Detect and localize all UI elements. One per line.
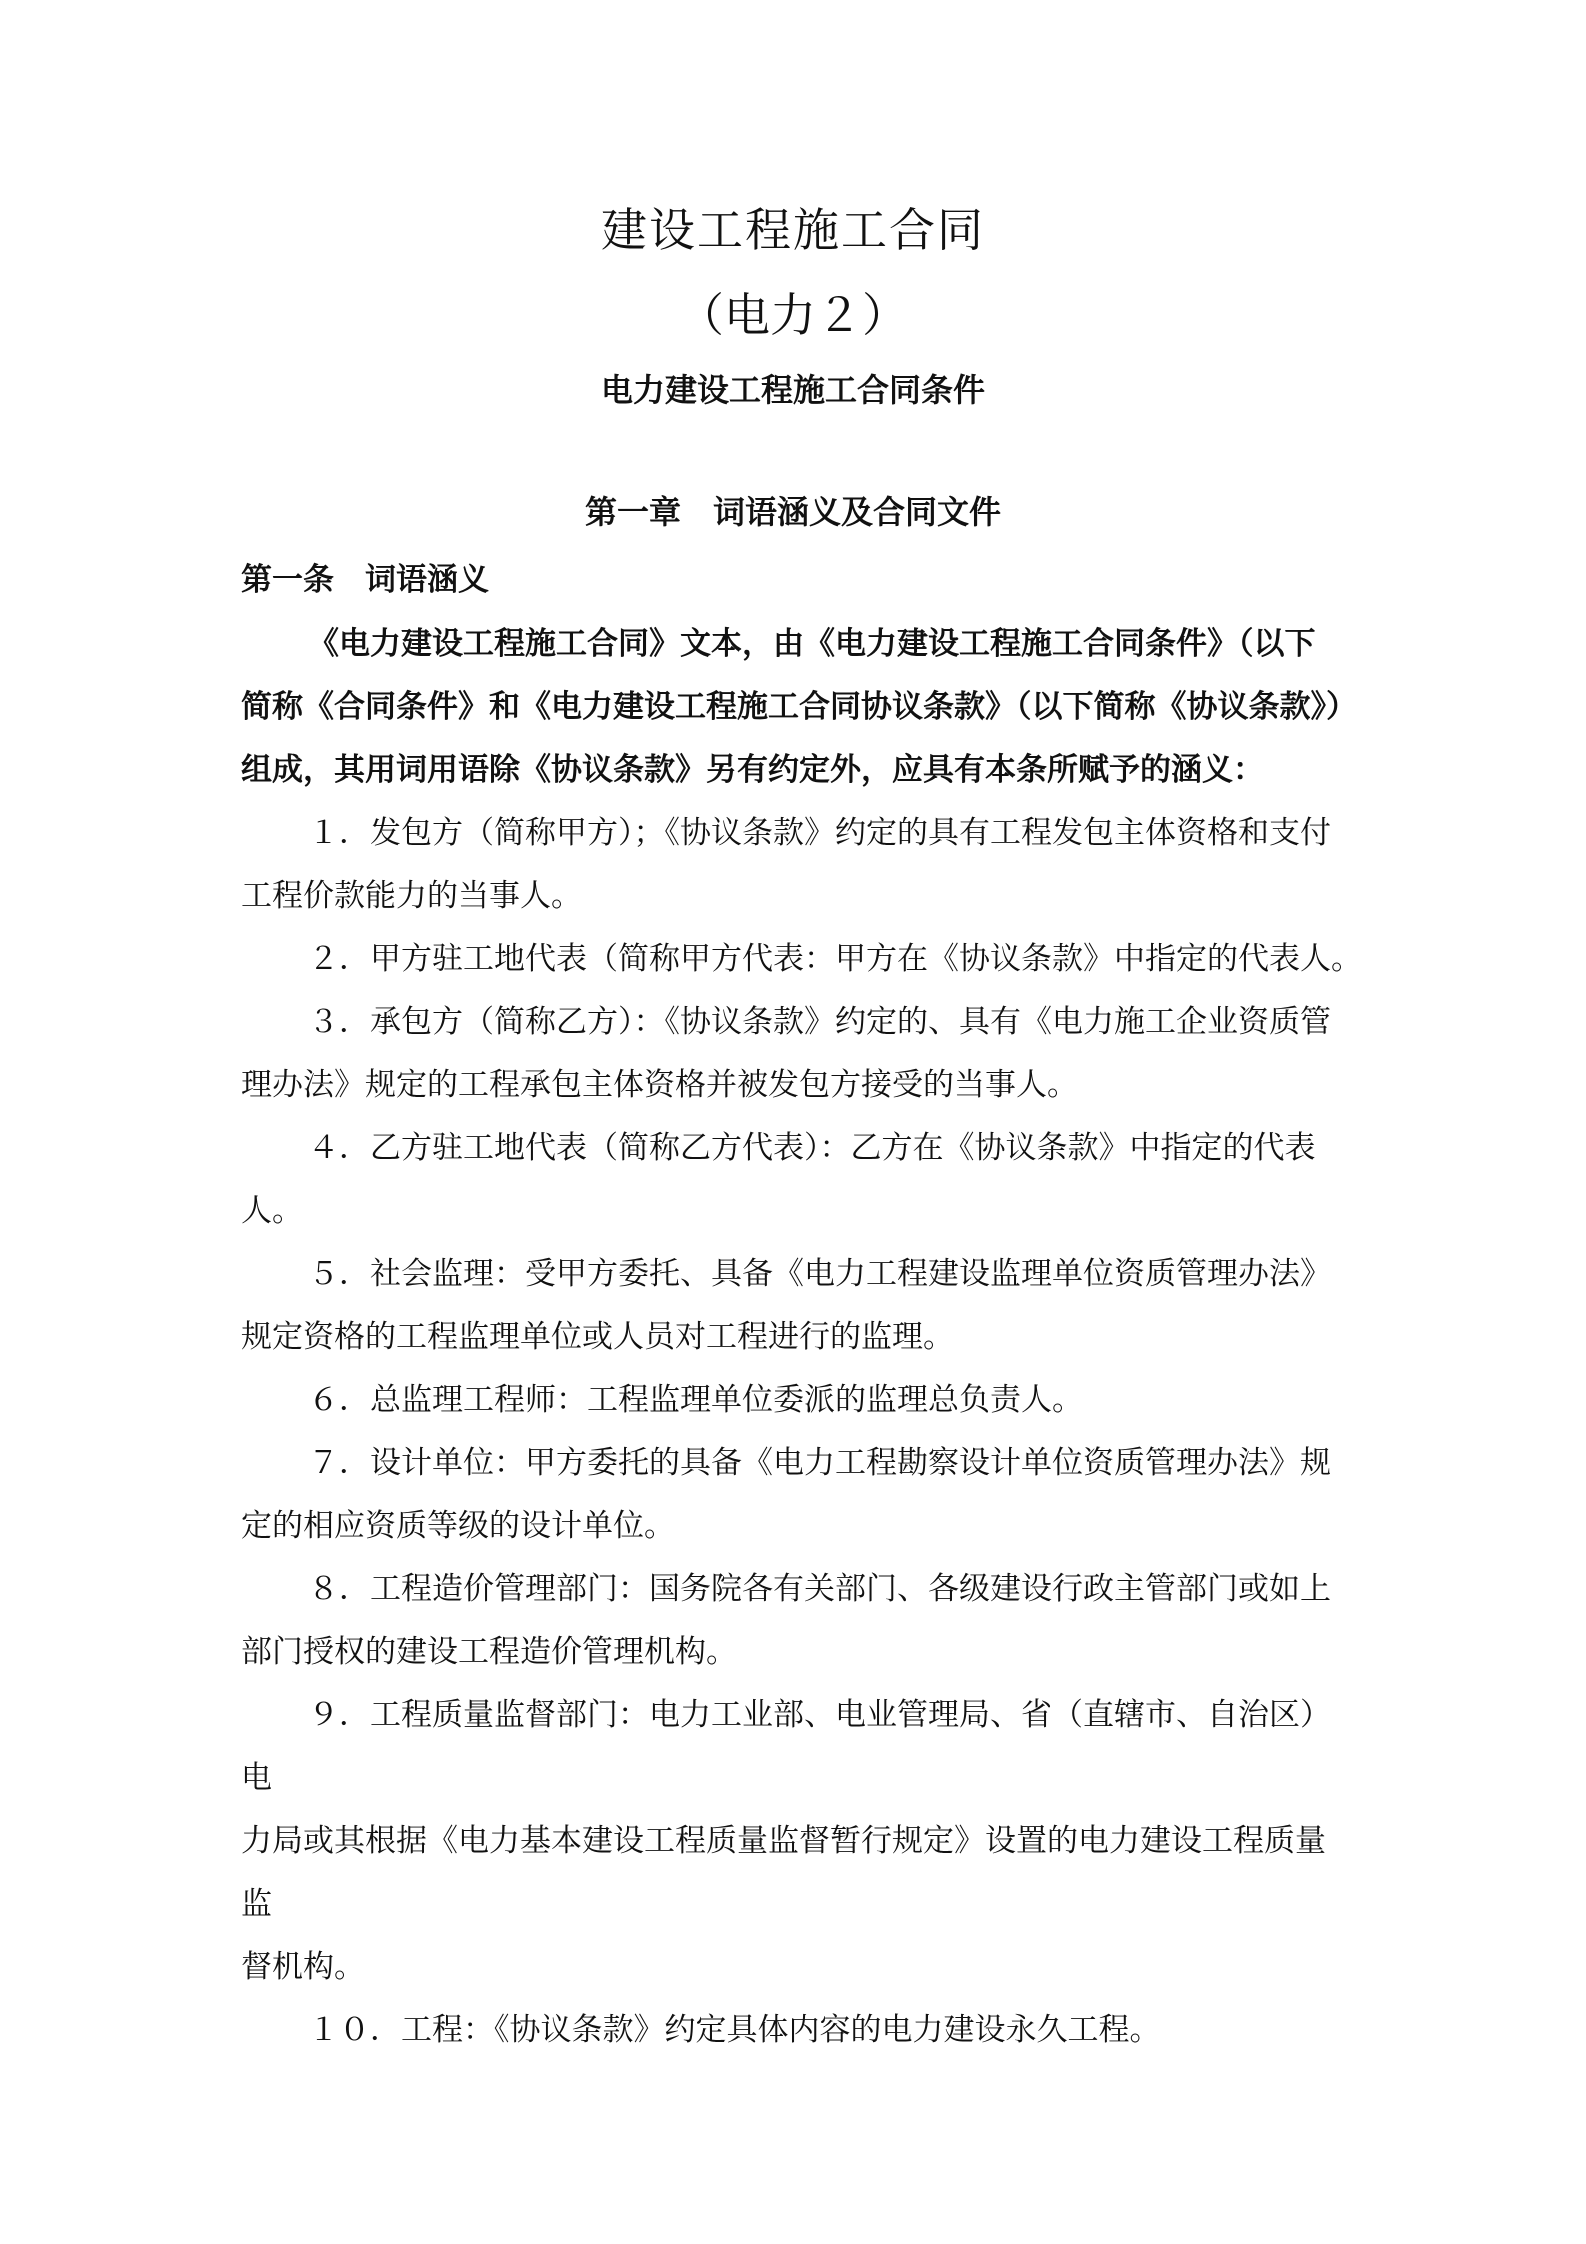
definition-line: 定的相应资质等级的设计单位。 [241, 1508, 675, 1544]
definition-line: ７．设计单位：甲方委托的具备《电力工程勘察设计单位资质管理办法》规 [308, 1445, 1331, 1481]
document-subtitle: （电力２） [678, 288, 908, 342]
paragraph-line: 组成，其用词用语除《协议条款》另有约定外，应具有本条所赋予的涵义： [241, 752, 1264, 788]
paragraph-line: 简称《合同条件》和《电力建设工程施工合同协议条款》（以下简称《协议条款》） [241, 689, 1357, 725]
definition-line: 规定资格的工程监理单位或人员对工程进行的监理。 [241, 1319, 954, 1355]
definition-line: ９．工程质量监督部门：电力工业部、电业管理局、省（直辖市、自治区） [308, 1697, 1331, 1733]
chapter-title: 第一章 词语涵义及合同文件 [584, 493, 1001, 531]
definition-line: ８．工程造价管理部门：国务院各有关部门、各级建设行政主管部门或如上 [308, 1571, 1331, 1607]
conditions-title: 电力建设工程施工合同条件 [600, 371, 985, 409]
definition-line: 工程价款能力的当事人。 [241, 878, 582, 914]
definition-line: 督机构。 [241, 1949, 365, 1985]
definition-line: ２．甲方驻工地代表（简称甲方代表：甲方在《协议条款》中指定的代表人。 [308, 941, 1362, 977]
definition-line: ５．社会监理：受甲方委托、具备《电力工程建设监理单位资质管理办法》 [308, 1256, 1331, 1292]
article-title: 第一条 词语涵义 [241, 562, 489, 598]
definition-line: 部门授权的建设工程造价管理机构。 [241, 1634, 737, 1670]
document-title: 建设工程施工合同 [601, 203, 985, 257]
definition-line: 电 [241, 1760, 272, 1796]
definition-line: ３．承包方（简称乙方）：《协议条款》约定的、具有《电力施工企业资质管 [308, 1004, 1331, 1040]
definition-line: 理办法》规定的工程承包主体资格并被发包方接受的当事人。 [241, 1067, 1078, 1103]
definition-line: １．发包方（简称甲方）；《协议条款》约定的具有工程发包主体资格和支付 [308, 815, 1331, 851]
definition-line: 人。 [241, 1193, 303, 1229]
definition-line: ６．总监理工程师：工程监理单位委派的监理总负责人。 [308, 1382, 1083, 1418]
definition-line: 力局或其根据《电力基本建设工程质量监督暂行规定》设置的电力建设工程质量 [241, 1823, 1326, 1859]
paragraph-line: 《电力建设工程施工合同》文本，由《电力建设工程施工合同条件》（以下 [308, 626, 1316, 662]
definition-line: 监 [241, 1886, 272, 1922]
definition-line: ４．乙方驻工地代表（简称乙方代表）：乙方在《协议条款》中指定的代表 [308, 1130, 1316, 1166]
definition-line: １０．工程：《协议条款》约定具体内容的电力建设永久工程。 [308, 2012, 1161, 2048]
